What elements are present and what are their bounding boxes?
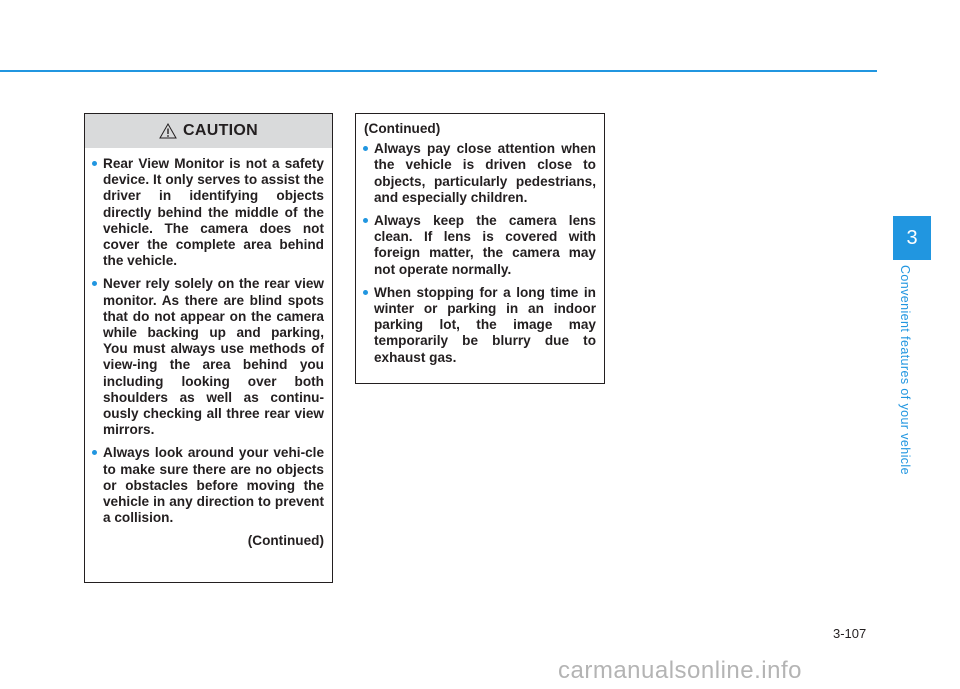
list-item: Always keep the camera lens clean. If lens is covered with foreign matter, the camera may not operate normally.	[374, 213, 596, 277]
caution-list	[103, 156, 324, 526]
caution-header	[85, 114, 332, 148]
watermark: carmanualsonline.info	[558, 657, 802, 684]
continued-list	[374, 141, 596, 366]
caution-content	[85, 148, 332, 550]
list-item: When stopping for a long time in winter or parking in an indoor parking lot, the image may temporarily be blurry due to exhaust gas.	[374, 284, 596, 365]
continued-content	[356, 114, 604, 366]
list-item: Always pay close attention when the vehicle is driven close to objects, particularly pedestrians, and especially children.	[374, 141, 596, 205]
page-number: 3-107	[833, 626, 867, 641]
caution-title: CAUTION	[183, 122, 258, 139]
caution-box	[84, 113, 333, 583]
continued-label: (Continued)	[247, 533, 324, 549]
chapter-title: Convenient features of your vehicle	[898, 265, 912, 475]
list-item: Never rely solely on the rear view monitor. As there are blind spots that do not appear on the camera while backing up and parking, You must always use methods of view-ing the area behind you including looking over both shoulders as well as continu-ously checking all three rear view mirrors.	[103, 276, 324, 438]
list-item: Rear View Monitor is not a safety device. It only serves to assist the driver in identifying objects directly behind the middle of the vehicle. The camera does not cover the complete area behind the vehicle.	[103, 156, 324, 269]
warning-triangle-icon	[159, 123, 177, 139]
chapter-tab: 3	[893, 216, 931, 260]
list-item: Always look around your vehi-cle to make sure there are no objects or obstacles before moving the vehicle in any direction to prevent a collision.	[103, 445, 324, 526]
continued-box	[355, 113, 605, 384]
continued-label: (Continued)	[364, 121, 441, 136]
top-rule	[0, 70, 877, 72]
